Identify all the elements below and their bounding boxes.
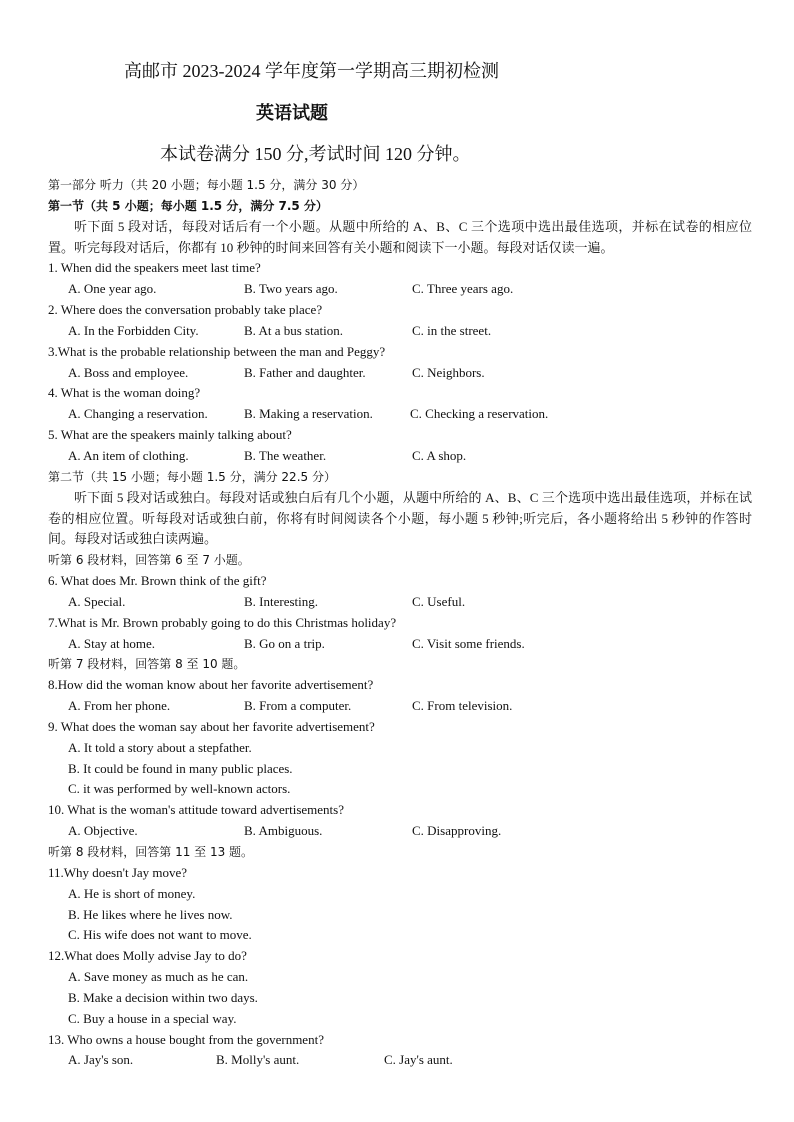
option-b: B. At a bus station. <box>244 322 343 338</box>
option-b: B. Molly's aunt. <box>216 1052 300 1068</box>
section1-instructions: 听下面 5 段对话，每段对话后有一个小题。从题中所给的 A、B、C 三个选项中选出最佳选项，并标在试卷的相应位置。听完每段对话后，你都有 10 秒钟的时间来回答有关小题和阅读下一小题。每段对话仅读一遍。 <box>48 218 752 255</box>
option-a: A. From her phone. <box>68 698 171 714</box>
question-13-options <box>48 1050 752 1071</box>
question-13: 13. Who owns a house bought from the government? <box>48 1031 324 1047</box>
option-a: A. Stay at home. <box>68 635 156 651</box>
option-b: B. Make a decision within two days. <box>68 989 258 1005</box>
option-c: C. Useful. <box>412 593 466 609</box>
question-4-options <box>48 404 752 425</box>
option-a: A. It told a story about a stepfather. <box>68 739 252 755</box>
question-5-options <box>48 446 752 467</box>
option-b: B. It could be found in many public places. <box>68 760 293 776</box>
option-c: C. A shop. <box>412 447 467 463</box>
option-a: A. Special. <box>68 593 126 609</box>
option-a: A. Save money as much as he can. <box>68 969 249 985</box>
question-8: 8.How did the woman know about her favorite advertisement? <box>48 677 374 693</box>
question-3: 3.What is the probable relationship between the man and Peggy? <box>48 343 386 359</box>
option-b: B. Go on a trip. <box>244 635 325 651</box>
option-b: B. Father and daughter. <box>244 364 366 380</box>
exam-subtitle: 英语试题 <box>256 103 328 123</box>
question-10-options <box>48 821 752 842</box>
option-c: C. Disapproving. <box>412 823 502 839</box>
option-c: C. From television. <box>412 698 513 714</box>
question-1: 1. When did the speakers meet last time? <box>48 260 261 276</box>
question-7: 7.What is Mr. Brown probably going to do this Christmas holiday? <box>48 614 397 630</box>
question-2: 2. Where does the conversation probably take place? <box>48 302 323 318</box>
question-11: 11.Why doesn't Jay move? <box>48 864 188 880</box>
option-b: B. Interesting. <box>244 593 319 609</box>
option-c: C. Checking a reservation. <box>410 406 549 422</box>
option-a: A. In the Forbidden City. <box>68 322 199 338</box>
option-a: A. He is short of money. <box>68 885 196 901</box>
option-c: C. Jay's aunt. <box>384 1052 453 1068</box>
question-9: 9. What does the woman say about her favorite advertisement? <box>48 718 375 734</box>
option-a: A. Jay's son. <box>68 1052 134 1068</box>
question-5: 5. What are the speakers mainly talking about? <box>48 427 292 443</box>
question-12: 12.What does Molly advise Jay to do? <box>48 948 247 964</box>
option-c: C. His wife does not want to move. <box>68 927 252 943</box>
exam-title: 高邮市 2023-2024 学年度第一学期高三期初检测 <box>124 61 499 81</box>
material-7-note: 听第 7 段材料，回答第 8 至 10 题。 <box>48 657 246 672</box>
material-6-note: 听第 6 段材料，回答第 6 至 7 小题。 <box>48 553 250 568</box>
option-b: B. From a computer. <box>244 698 352 714</box>
option-a: A. Changing a reservation. <box>68 406 208 422</box>
section1-heading: 第一节（共 5 小题；每小题 1.5 分，满分 7.5 分） <box>48 198 328 213</box>
question-8-options <box>48 696 752 717</box>
option-b: B. Ambiguous. <box>244 823 323 839</box>
option-c: C. in the street. <box>412 322 492 338</box>
option-b: B. He likes where he lives now. <box>68 906 233 922</box>
option-b: B. Two years ago. <box>244 281 338 297</box>
material-8-note: 听第 8 段材料，回答第 11 至 13 题。 <box>48 845 254 860</box>
option-b: B. Making a reservation. <box>244 406 373 422</box>
section2-heading: 第二节（共 15 小题；每小题 1.5 分，满分 22.5 分） <box>48 469 336 484</box>
option-c: C. Visit some friends. <box>412 635 525 651</box>
option-c: C. Three years ago. <box>412 281 514 297</box>
question-4: 4. What is the woman doing? <box>48 385 201 401</box>
exam-content <box>48 175 752 1071</box>
option-c: C. Buy a house in a special way. <box>68 1010 237 1026</box>
question-6-options <box>48 592 752 613</box>
question-6: 6. What does Mr. Brown think of the gift? <box>48 573 267 589</box>
option-a: A. Boss and employee. <box>68 364 189 380</box>
part1-heading: 第一部分 听力（共 20 小题；每小题 1.5 分，满分 30 分） <box>48 178 365 192</box>
option-a: A. An item of clothing. <box>68 447 189 463</box>
option-a: A. One year ago. <box>68 281 157 297</box>
question-3-options <box>48 363 752 384</box>
section2-instructions: 听下面 5 段对话或独白。每段对话或独白后有几个小题，从题中所给的 A、B、C 三个选项中选出最佳选项，并标在试卷的相应位置。听每段对话或独白前，你将有时间阅读各个小题，每小题 5 秒钟;听完后，各小题将给出 5 秒钟的作答时间。每段对话或独白读两遍。 <box>48 489 752 547</box>
option-b: B. The weather. <box>244 447 327 463</box>
question-1-options <box>48 279 752 300</box>
option-c: C. it was performed by well-known actors. <box>68 781 291 797</box>
option-c: C. Neighbors. <box>412 364 485 380</box>
option-a: A. Objective. <box>68 823 138 839</box>
question-2-options <box>48 321 752 342</box>
exam-info: 本试卷满分 150 分,考试时间 120 分钟。 <box>160 144 471 164</box>
question-7-options <box>48 634 752 655</box>
question-10: 10. What is the woman's attitude toward advertisements? <box>48 802 344 818</box>
